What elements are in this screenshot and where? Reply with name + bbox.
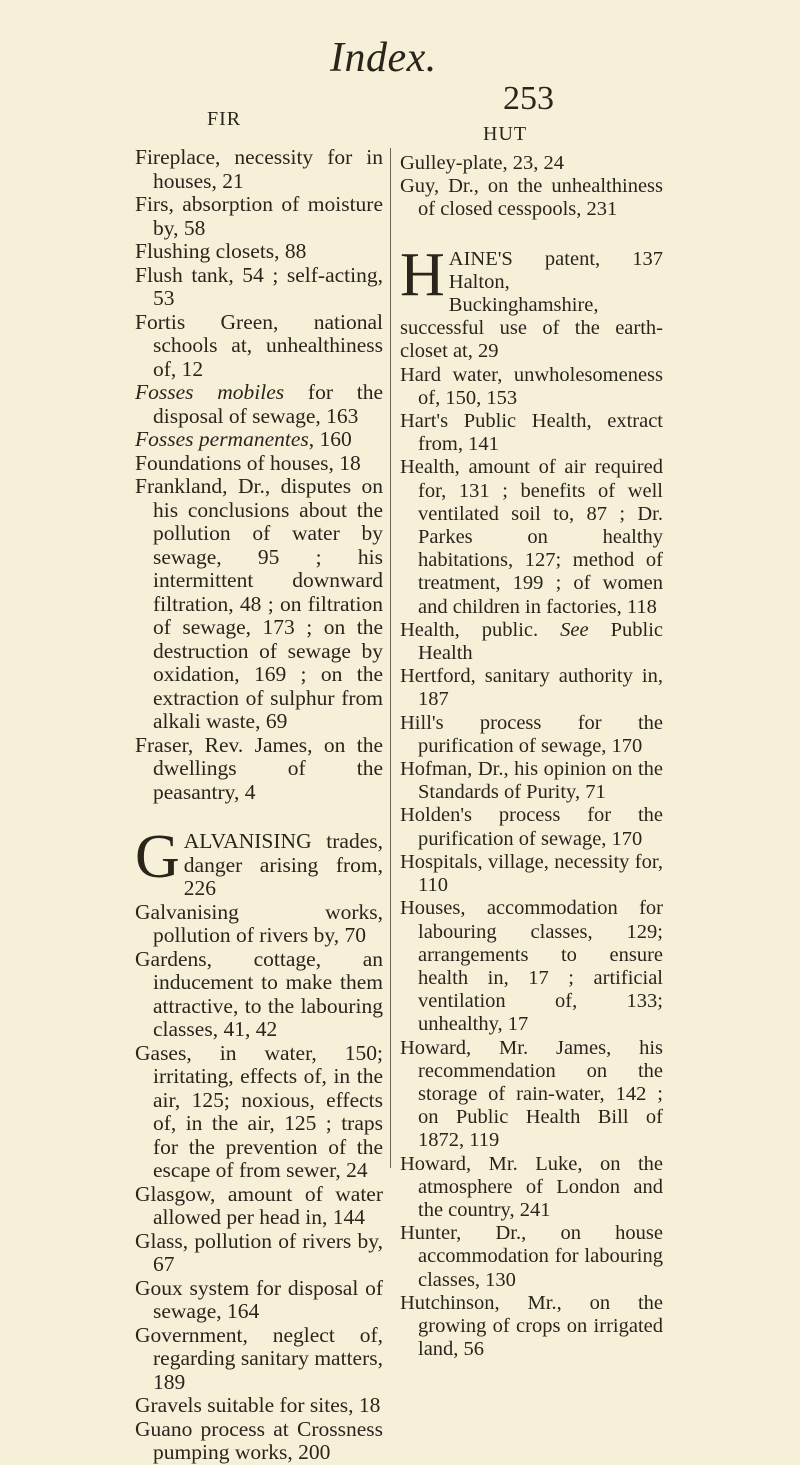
index-entry: Howard, Mr. Luke, on the atmosphere of London and the country, 241 [400,1152,663,1221]
index-entry: Health, amount of air required for, 131 ; benefits of well ventilated soil to, 87 ; Dr. Parkes on healthy habitations, 127; method of treatment, 199 ; of women and children in factories, 118 [400,456,663,618]
entry-text: ALVANISING trades, danger arising from, 226 [183,829,383,900]
index-entry: Houses, accommodation for labouring classes, 129; arrangements to ensure health in, 17 ; artificial ventilation of, 133; unhealthy, 17 [400,897,663,1036]
index-entry: Howard, Mr. James, his recommendation on the storage of rain-water, 142 ; on Public Health Bill of 1872, 119 [400,1036,663,1152]
index-entry: Flush tank, 54 ; self-acting, 53 [135,262,383,310]
index-entry: Guy, Dr., on the unhealthiness of closed cesspools, 231 [400,175,663,221]
italic-term: Fosses permanentes [135,427,309,451]
index-entry: Foundations of houses, 18 [135,450,361,475]
index-entry: Hospitals, village, necessity for, 110 [400,850,663,897]
left-column-heading: FIR [207,108,242,130]
index-entry [400,240,663,364]
index-entry: Goux system for disposal of sewage, 164 [135,1275,383,1323]
drop-cap: G [135,823,180,891]
index-entry: Hutchinson, Mr., on the growing of crops on irrigated land, 56 [400,1291,663,1361]
index-entry: Galvanising works, pollution of rivers by, 70 [135,899,383,947]
left-index-column [135,146,383,1465]
index-entry: Fortis Green, national schools at, unhealthiness of, 12 [135,309,383,381]
index-entry: Gardens, cottage, an inducement to make them attractive, to the labouring classes, 41, 42 [135,946,383,1041]
index-entry: Gases, in water, 150; irritating, effects of, in the air, 125; noxious, effects of, in the air, 125 ; traps for the prevention of the escape of from sewer, 24 [135,1040,383,1182]
index-entry: Government, neglect of, regarding sanitary matters, 189 [135,1322,383,1394]
italic-term: Fosses mobiles [135,380,285,404]
index-entry: Fraser, Rev. James, on the dwellings of the peasantry, 4 [135,732,383,804]
index-entry: Glass, pollution of rivers by, 67 [135,1228,383,1276]
italic-term: See [560,618,589,641]
entry-text: AINE'S patent, 137 [448,247,663,270]
index-entry: Guano process at Crossness pumping works, 200 [135,1416,383,1464]
index-entry [135,381,383,428]
index-entry: Firs, absorption of moisture by, 58 [135,192,383,240]
index-entry: Glasgow, amount of water allowed per head in, 144 [135,1181,383,1229]
index-entry: Frankland, Dr., disputes on his conclusions about the pollution of water by sewage, 95 ; his intermittent downward filtration, 48 ; on filtration of sewage, 173 ; on the destruction of sewage by oxidation, 169 ; on the extraction of sulphur from alkali waste, 69 [135,474,383,733]
index-entry [400,619,663,665]
right-index-column [400,152,663,1361]
entry-text: Halton, Buckinghamshire, successful use of the earth-closet at, 29 [400,270,663,363]
index-entry: Hard water, unwholesomeness of, 150, 153 [400,363,663,409]
entry-text: for the disposal of sewage, 163 [153,380,383,428]
page-title: Index. [330,35,437,81]
index-entry: Flushing closets, 88 [135,239,307,263]
index-entry: Hertford, sanitary authority in, 187 [400,665,663,711]
index-entry: Holden's process for the purification of sewage, 170 [400,804,663,850]
right-column-heading: HUT [483,123,528,145]
index-entry: Fosses permanentes, 160 [135,427,352,451]
index-entry: Gulley-plate, 23, 24 [400,152,564,174]
entry-text: Health, public. [400,618,539,641]
index-entry: Gravels suitable for sites, 18 [135,1393,381,1417]
index-entry [135,823,383,901]
entry-text: 160 [319,427,352,451]
entry-text: Public Health [418,618,663,665]
drop-cap: H [400,240,445,309]
page-number: 253 [503,80,554,117]
index-entry: Hunter, Dr., on house accommodation for labouring classes, 130 [400,1222,663,1291]
index-entry: Hill's process for the purification of sewage, 170 [400,711,663,757]
index-entry: Fireplace, necessity for in houses, 21 [135,145,383,193]
index-entry: Hofman, Dr., his opinion on the Standards of Purity, 71 [400,758,663,804]
column-divider [390,148,391,1168]
index-entry: Hart's Public Health, extract from, 141 [400,410,663,456]
